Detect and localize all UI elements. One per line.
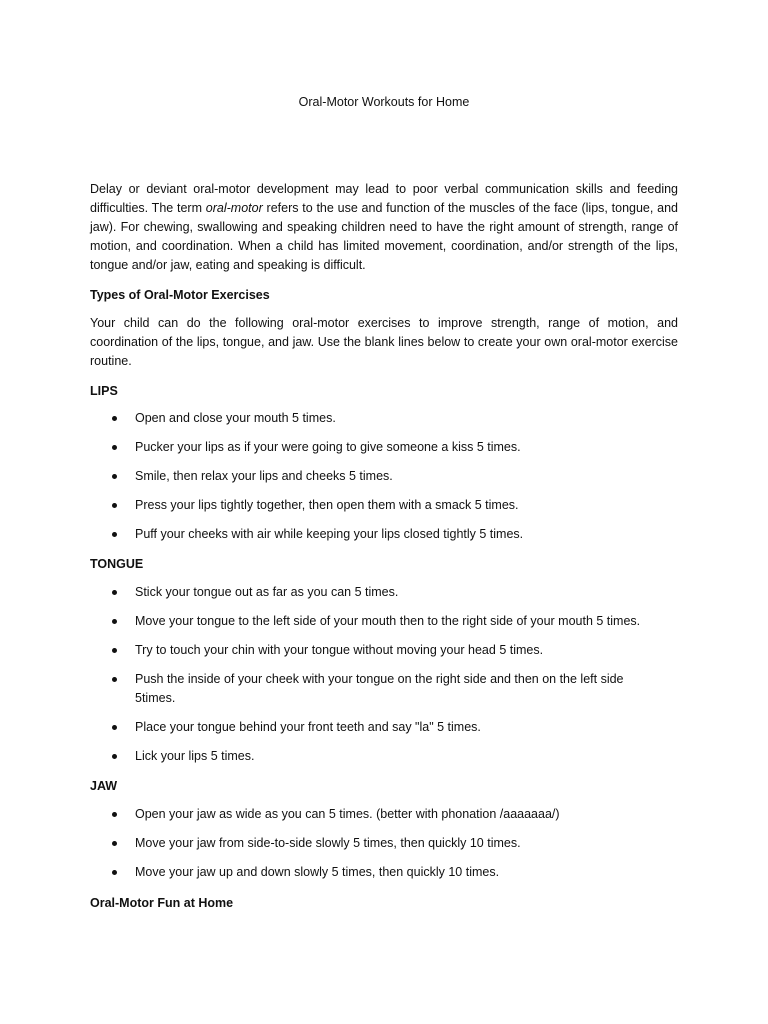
bullet-icon — [112, 619, 117, 624]
bullet-icon — [112, 754, 117, 759]
intro-term: oral-motor — [205, 201, 263, 215]
fun-heading: Oral-Motor Fun at Home — [90, 896, 234, 910]
intro-paragraph — [90, 180, 678, 275]
list-item — [90, 525, 665, 544]
types-heading: Types of Oral-Motor Exercises — [90, 288, 270, 302]
list-item-text: Pucker your lips as if your were going to give someone a kiss 5 times. — [135, 440, 521, 454]
bullet-icon — [112, 677, 117, 682]
list-item — [90, 409, 665, 428]
list-item — [90, 834, 665, 853]
bullet-icon — [112, 870, 117, 875]
list-item-text: Smile, then relax your lips and cheeks 5 times. — [135, 469, 393, 483]
list-item-text: Open your jaw as wide as you can 5 times. (better with phonation /aaaaaaa/) — [135, 807, 560, 821]
list-item — [90, 496, 665, 515]
intro-text-part1: Delay or deviant oral-motor development may lead to poor verbal communication skills and feeding difficulties. The term — [90, 182, 678, 215]
bullet-icon — [112, 445, 117, 450]
list-item — [90, 467, 665, 486]
list-item-text: Open and close your mouth 5 times. — [135, 411, 336, 425]
list-item-text: Push the inside of your cheek with your tongue on the right side and then on the left side 5times. — [135, 672, 624, 705]
jaw-heading: JAW — [90, 779, 118, 793]
bullet-icon — [112, 812, 117, 817]
list-item-text: Place your tongue behind your front teeth and say "la" 5 times. — [135, 720, 481, 734]
intro-text-part2: refers to the use and function of the muscles of the face (lips, tongue, and jaw). For chewing, swallowing and speaking children need to have the right amount of strength, range of motion, and coordination. When a child has limited movement, coordination, and/or strength of the lips, tongue and/or jaw, eating and speaking is difficult. — [90, 201, 678, 272]
list-item — [90, 747, 665, 766]
list-item — [90, 641, 665, 660]
list-item-text: Move your tongue to the left side of your mouth then to the right side of your mouth 5 times. — [135, 614, 641, 628]
page-title: Oral-Motor Workouts for Home — [298, 95, 470, 109]
list-item — [90, 612, 665, 631]
list-item-text: Move your jaw up and down slowly 5 times, then quickly 10 times. — [135, 865, 500, 879]
lips-heading: LIPS — [90, 384, 118, 398]
bullet-icon — [112, 590, 117, 595]
list-item-text: Lick your lips 5 times. — [135, 749, 255, 763]
list-item — [90, 583, 665, 602]
bullet-icon — [112, 532, 117, 537]
list-item-text: Try to touch your chin with your tongue without moving your head 5 times. — [135, 643, 544, 657]
list-item — [90, 438, 665, 457]
list-item — [90, 670, 645, 708]
list-item — [90, 718, 665, 737]
bullet-icon — [112, 725, 117, 730]
types-paragraph: Your child can do the following oral-motor exercises to improve strength, range of motion, and coordination of the lips, tongue, and jaw. Use the blank lines below to create your own oral-motor exercise routine. — [90, 316, 678, 368]
lips-list — [90, 409, 678, 554]
list-item-text: Stick your tongue out as far as you can 5 times. — [135, 585, 399, 599]
bullet-icon — [112, 648, 117, 653]
list-item-text: Press your lips tightly together, then open them with a smack 5 times. — [135, 498, 519, 512]
bullet-icon — [112, 416, 117, 421]
list-item-text: Puff your cheeks with air while keeping your lips closed tightly 5 times. — [135, 527, 524, 541]
document-page — [90, 0, 678, 1024]
jaw-list — [90, 805, 678, 892]
bullet-icon — [112, 503, 117, 508]
list-item-text: Move your jaw from side-to-side slowly 5 times, then quickly 10 times. — [135, 836, 521, 850]
list-item — [90, 805, 665, 824]
bullet-icon — [112, 841, 117, 846]
list-item — [90, 863, 665, 882]
bullet-icon — [112, 474, 117, 479]
tongue-list — [90, 583, 678, 776]
tongue-heading: TONGUE — [90, 557, 144, 571]
